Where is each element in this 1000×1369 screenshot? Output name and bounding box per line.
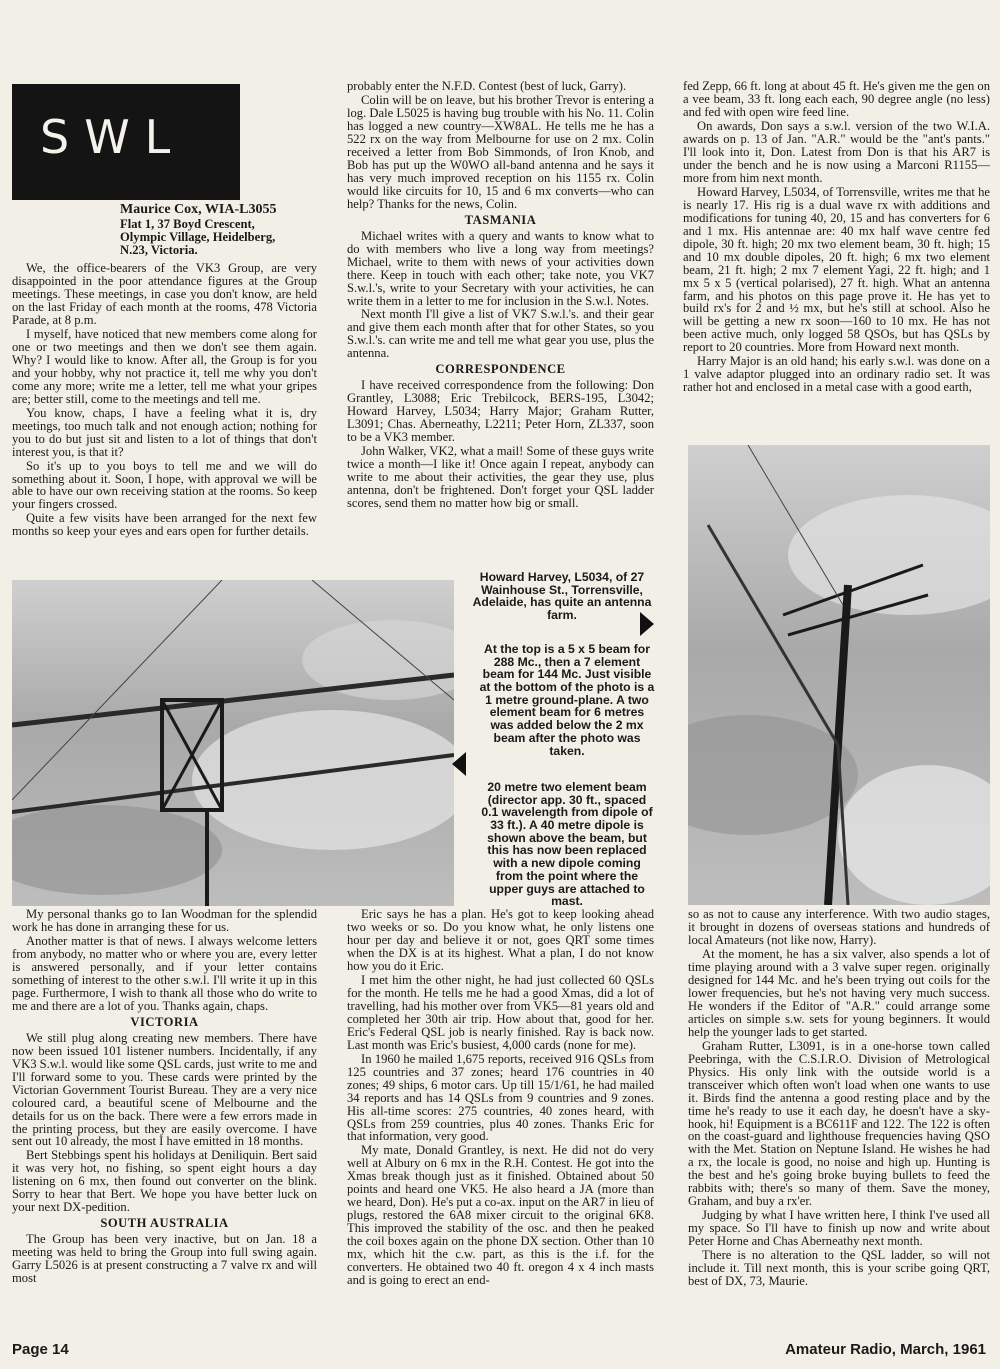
column-2-bottom	[347, 908, 654, 1288]
heading-south-australia: SOUTH AUSTRALIA	[100, 1216, 229, 1231]
vhf-photo-drawing	[688, 445, 990, 905]
paragraph: Harry Major is an old hand; his early s.w.l. was done on a 1 valve adaptor plugged into an ordinary radio set. It was rather hot and enclosed in a metal case with a good earth,	[683, 354, 990, 395]
paragraph: I have received correspondence from the following: Don Grantley, L3088; Eric Trebilcock, BERS-195, L3042; Howard Harvey, L5034; Harry Major; Graham Rutter, L3091; Chas. Aberneathy, L2211; Peter Horn, ZL337, soon to be a VK3 member.	[347, 378, 654, 445]
column-2-top	[347, 80, 654, 511]
paragraph: We, the office-bearers of the VK3 Group, are very disappointed in the poor attendance figures at the Group meetings. These meetings, in case you don't know, are held on the last Friday of each month at the rooms, 478 Victoria Parade, at 8 p.m.	[12, 261, 317, 327]
paragraph: My personal thanks go to Ian Woodman for the splendid work he has done in arranging these for us.	[12, 907, 317, 934]
publication-line: Amateur Radio, March, 1961	[785, 1341, 986, 1358]
paragraph: Another matter is that of news. I always welcome letters from anybody, no matter who or where you are, every letter is answered personally, and if your letter contains something of interest to the other s.w.l. I'll write it up in this page. Furthermore, I wish to thank all those who do write to me and there are a lot of you. Thanks again, chaps.	[12, 933, 317, 1013]
paragraph: Next month I'll give a list of VK7 S.w.l.'s. and their gear and give them each month after that for other States, so you S.w.l.'s. can write me and tell me what gear you use, plus the antenna.	[347, 307, 654, 361]
arrow-right-icon	[640, 612, 654, 636]
arrow-left-icon	[452, 752, 466, 776]
banner-title: SWL	[40, 110, 186, 164]
paragraph: My mate, Donald Grantley, is next. He did not do very well at Albury on 6 mx in the R.H. Contest. He got into the Xmas break though just as it finished. Obtained about 50 points and heard one VK5. He also heard a JA (more than we heard, Don). He's put a co-ax. input on the AR7 in lieu of plugs, restored the 6A8 mixer circuit to the original 6K8. This improved the stability of the osc. and then he peaked the coil boxes again on the phone DX section. Other than 10 mx, which hit the c.w. part, as this is the i.f. for the converters. He obtained two 40 ft. oregon 4 x 4 inch masts and is going to erect an end-	[347, 1143, 654, 1288]
paragraph: Graham Rutter, L3091, is in a one-horse town called Peebringa, with the C.S.I.R.O. Division of Metrological Physics. His only link with the outside world is a transceiver which often won't load when one wants to use it. Birds find the antenna a good resting place and by the time he's ready to use it each day, he doesn't have a sky-hook, hi! Equipment is a BC611F and 122. The 122 is often on the coast-guard and lighthouse frequencies having QSO with the Met. Station on Neptune Island. He wishes he had a rx, the locale is good, no noise and high up. Hunting is the best and he's going broke buying bullets to feed the rabbits with; there's so many of them. Save the money, Graham, and buy a rx'er.	[688, 1038, 990, 1209]
address-line: Flat 1, 37 Boyd Crescent,	[120, 216, 255, 231]
paragraph: fed Zepp, 66 ft. long at about 45 ft. He's given me the gen on a vee beam, 33 ft. long each each, 90 degree angle (no less) and fed with open wire feed line.	[683, 79, 990, 119]
column-1-bottom	[12, 908, 317, 1286]
address-line: Olympic Village, Heidelberg,	[120, 229, 276, 244]
paragraph: Judging by what I have written here, I think I've used all my space. So I'll have to finish up now and write about Peter Horne and Chas Aberneathy next month.	[688, 1208, 990, 1249]
caption-intro	[466, 571, 658, 622]
byline	[120, 203, 340, 257]
paragraph: Bert Stebbings spent his holidays at Deniliquin. Bert said it was very hot, no fishing, so spent eight hours a day listening on 6 mx, then found out converter on the blink. Sorry to hear that Bert. We hope you have better luck on your next DX-pedition.	[12, 1148, 317, 1215]
paragraph: I myself, have noticed that new members come along for one or two meetings and then we don't see them again. Why? I would like to know. After all, the Group is for you and your hobby, why not practice it, tell me why you don't come any more; write me a letter, tell me what your gripes are; better still, come to the meetings and tell me.	[12, 326, 317, 406]
heading-victoria: VICTORIA	[130, 1014, 199, 1029]
section-banner	[12, 84, 240, 200]
paragraph: I met him the other night, he had just collected 60 QSLs for the month. He tells me he had a good Xmas, did a lot of travelling, had his mother over from VK5—81 years old and completed her 30th air trip. How about that, good for her. Eric's Federal QSL job is nearly finished. Ray is back now. Last month was Eric's busiest, 4,000 cards (none for me).	[347, 972, 654, 1052]
column-1-top	[12, 262, 317, 539]
paragraph: Howard Harvey, L5034, of Torrensville, writes me that he is nearly 17. His rig is a dual wave rx with additions and modifications for tuning 40, 20, 15 and has converters for 6 and 1 mx. His antennae are: 40 mx half wave centre fed dipole, 30 ft. high; 20 mx two element beam, 30 ft. high; 15 and 10 mx double dipoles, 20 ft. high; 6 mx two element beam, 21 ft. high; 2 mx 7 element Yagi, 22 ft. high; and 1 mx 5 x 5 (vertical polarised), 27 ft. high. What an antenna farm, and his photos on this page prove it. He has yet to build rx's for 2 and ½ mx, but he's still at school. Also he will be getting a new rx soon—160 to 10 mx. He has not been active much, only logged 58 QSOs, but has QSLs by report to 20 countries. More from Howard next month.	[683, 184, 990, 355]
caption-right-photo	[478, 643, 656, 757]
paragraph: So it's up to you boys to tell me and we will do something about it. Soon, I hope, with approval we will be able to have our own receiving station at the rooms. So keep your fingers crossed.	[12, 458, 317, 512]
paragraph: At the moment, he has a six valver, also spends a lot of time playing around with a 3 valve super regen. originally designed for 144 Mc. and he's been trying out coils for the lower frequencies, but he's not having very much success. He wonders if the Editor of "A.R." could arrange some articles on simple s.w. sets for young beginners. It would help the younger lads to get started.	[688, 946, 990, 1039]
photo-vhf-beams	[688, 445, 990, 905]
caption-left-photo	[478, 781, 656, 908]
paragraph: On awards, Don says a s.w.l. version of the two W.I.A. awards on p. 13 of Jan. "A.R." would be the "ant's pants." I'll look into it, Don. Latest from Don is that his AR7 is under the bench and he is now using a Marconi R1155—more from him next month.	[683, 118, 990, 185]
paragraph: We still plug along creating new members. There have now been issued 101 listener numbers. Incidentally, if any VK3 S.w.l. would like some QSL cards, just write to me and I'll forward some to you. These cards were printed by the Victorian Government Tourist Bureau. They are a very nice coloured card, a beautiful scene of Melbourne and the details for us on the back. There were a few errors made in the printing process, but they are easily overcome. I have sent out 10 already, the most I have emitted in 18 months.	[12, 1030, 317, 1149]
paragraph: The Group has been very inactive, but on Jan. 18 a meeting was held to bring the Group into full swing again. Garry L5026 is at present constructing a 7 valve rx and will most	[12, 1232, 317, 1286]
author-name: Maurice Cox, WIA-L3055	[120, 202, 277, 217]
caption-text: 20 metre two element beam (director app. 30 ft., spaced 0.1 wavelength from dipole of 33 ft.). A 40 metre dipole is shown above the beam, but this has now been replaced with a new dipole coming from the point where the upper guys are attached to mast.	[481, 780, 653, 909]
paragraph: There is no alteration to the QSL ladder, so will not include it. Till next month, this is your scribe going QRT, best of DX, 73, Maurie.	[688, 1248, 990, 1289]
caption-text: At the top is a 5 x 5 beam for 288 Mc., then a 7 element beam for 144 Mc. Just visible at the bottom of the photo is a 1 metre ground-plane. A two element beam for 6 metres was added below the 2 mx beam after the photo was taken.	[479, 642, 655, 758]
paragraph: Quite a few visits have been arranged for the next few months so keep your eyes and ears open for further details.	[12, 511, 317, 539]
column-3-top	[683, 80, 990, 395]
address-line: N.23, Victoria.	[120, 243, 198, 258]
page-number: Page 14	[12, 1341, 69, 1358]
heading-tasmania: TASMANIA	[464, 212, 537, 227]
photo-20m-beam	[12, 580, 454, 906]
paragraph: In 1960 he mailed 1,675 reports, received 916 QSLs from 125 countries and 37 zones; heard 176 countries in 40 zones; 49 ships, 6 motor cars. Up till 15/1/61, he had mailed 34 reports and has 14 QSLs from 9 countries and 9 zones. His all-time scores: 275 countries, 40 zones heard, with QSLs from 259 countries, plus 40 zones. Thanks Eric for that information, very good.	[347, 1051, 654, 1144]
paragraph: Colin will be on leave, but his brother Trevor is entering a log. Dale L5025 is having bug trouble with his No. 11. Colin has logged a new country—XW8AL. He tells me he has a 522 rx on the way from Melbourne for use on 2 mx. Colin received a letter from Bob Simmonds, of Iron Knob, and Bob has put up the W0WO all-band antenna and he says it has very much improved reception on his 1155 rx. Colin would like circuits for 10, 15 and 6 mx converts—who can help? Thanks for the news, Colin.	[347, 92, 654, 211]
paragraph: so as not to cause any interference. With two audio stages, it brought in dozens of overseas stations and hundreds of local Amateurs (not like now, Harry).	[688, 907, 990, 947]
heading-correspondence: CORRESPONDENCE	[435, 362, 566, 377]
paragraph: Eric says he has a plan. He's got to keep looking ahead two weeks or so. Do you know what, he only listens one hour per day and believe it or not, goes QRT some times when the DX is at its highest. What a plan, I do not know how you do it Eric.	[347, 907, 654, 973]
column-3-bottom	[688, 908, 990, 1289]
paragraph: Michael writes with a query and wants to know what to do with members who live a long way from meetings? Michael, write to them with news of your activities down there. Keep in touch with each other; take note, you VK7 S.w.l.'s, write to your Secretary with your activities, he can write them in a letter to me for inclusion in the S.w.l. Notes.	[347, 228, 654, 308]
caption-text: Howard Harvey, L5034, of 27 Wainhouse St., Torrensville, Adelaide, has quite an antenna farm.	[472, 570, 652, 623]
beam-photo-drawing	[12, 580, 454, 906]
paragraph: probably enter the N.F.D. Contest (best of luck, Garry).	[347, 79, 627, 93]
paragraph: You know, chaps, I have a feeling what it is, dry meetings, too much talk and not enough action; nothing for you to do but just sit and listen to a lot of things that don't interest you, is that it?	[12, 405, 317, 459]
paragraph: John Walker, VK2, what a mail! Some of these guys write twice a month—I like it! Once again I repeat, anybody can write to me about their activities, the gear they use, plus antenna, don't be frightened. Don't forget your QSL ladder scores, send them no matter how big or small.	[347, 444, 654, 511]
